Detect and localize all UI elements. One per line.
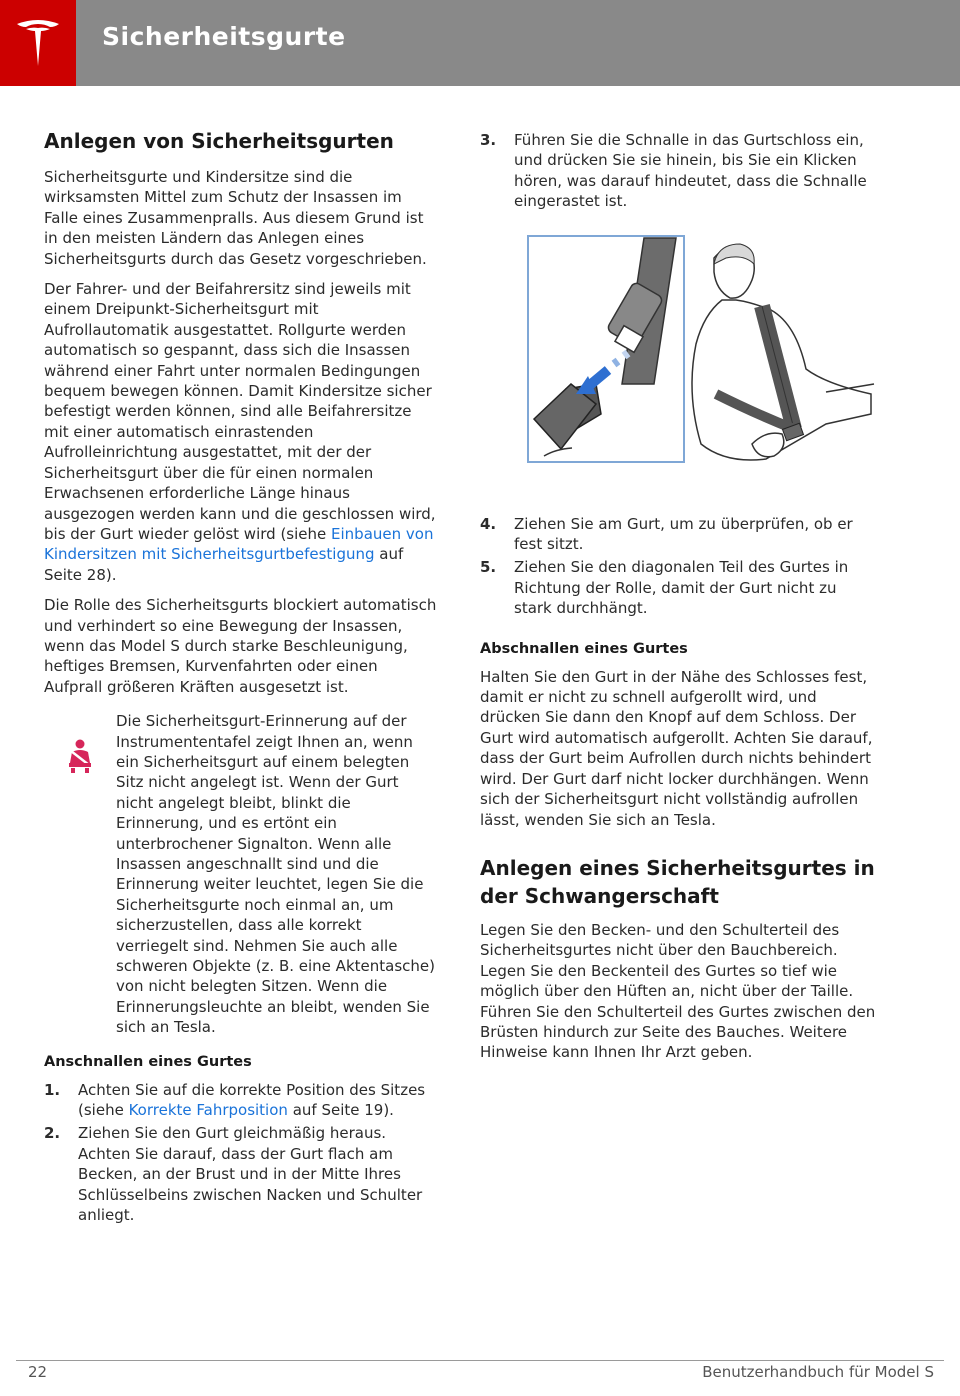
seats-paragraph (44, 279, 438, 585)
right-column (480, 130, 876, 1073)
heading-fastening: Anlegen von Sicherheitsgurten (44, 129, 394, 153)
list-item (480, 130, 876, 212)
seatbelt-warning-icon (65, 739, 95, 773)
footer-divider (16, 1360, 944, 1361)
heading-pregnancy: Anlegen eines Sicherheitsgurtes in der Schwangerschaft (480, 855, 875, 908)
subheading-unbuckling: Abschnallen eines Gurtes (480, 640, 688, 657)
retractor-paragraph: Die Rolle des Sicherheitsgurts blockiert automatisch und verhindert so eine Bewegung der Insassen, wenn das Model S durch starke Beschleunigung, heftiges Bremsen, Kurvenfahrten oder einen Aufprall größeren Kräften ausgesetzt ist. (44, 596, 437, 696)
child-seat-link[interactable]: Einbauen von Kindersitzen mit Sicherheitsgurtbefestigung (44, 524, 434, 564)
seats-paragraph-text: Der Fahrer- und der Beifahrersitz sind jeweils mit einem Dreipunkt-Sicherheitsgurt mit Aufrollautomatik ausgestattet. Rollgurte werden automatisch so gespannt, dass sich die Insassen während einer Fahrt unter normalen Bedingungen bequem bewegen können. Damit Kindersitze sicher befestigt werden können, sind alle Beifahrersitze mit einer automatisch einrastenden Aufrolleinrichtung ausgestattet, mit der der Sicherheitsgurt über die für einen normalen Erwachsenen erforderliche Länge hinaus ausgezogen werden kann und die geschlossen wird, bis der Gurt wieder gelöst wird (siehe (44, 280, 436, 543)
seats-paragraph-suffix: auf Seite 28). (44, 545, 404, 584)
left-column (44, 128, 438, 1229)
driving-position-link[interactable]: Korrekte Fahrposition (128, 1101, 288, 1120)
list-text: Ziehen Sie am Gurt, um zu überprüfen, ob er fest sitzt. (514, 514, 853, 554)
page-number: 22 (28, 1363, 48, 1381)
list-text: Führen Sie die Schnalle in das Gurtschloss ein, und drücken Sie sie hinein, bis Sie ein Klicken hören, was darauf hindeutet, dass die Schnalle eingerastet ist. (514, 131, 867, 211)
list-number: 2. (44, 1124, 61, 1143)
list-text-part: auf Seite 19). (287, 1101, 394, 1120)
pregnancy-paragraph: Legen Sie den Becken- und den Schulterteil des Sicherheitsgurtes nicht über den Bauchbereich. Legen Sie den Beckenteil des Gurtes so tief wie möglich über den Hüften an, nicht über der Taille. Führen Sie den Schulterteil des Gurtes zwischen den Brüsten hindurch zur Seite des Bauches. Weitere Hinweise kann Ihnen Ihr Arzt geben. (480, 920, 876, 1062)
page-header (0, 0, 960, 86)
intro-paragraph: Sicherheitsgurte und Kindersitze sind die wirksamsten Mittel zum Schutz der Insassen im Falle eines Zusammenpralls. Aus diesem Grund ist in den meisten Ländern das Anlegen eines Sicherheitsgurts durch das Gesetz vorgeschrieben. (44, 168, 427, 268)
brand-logo (0, 0, 76, 86)
list-text: Ziehen Sie den diagonalen Teil des Gurtes in Richtung der Rolle, damit der Gurt nicht zu stark durchhängt. (514, 558, 849, 618)
note-icon-wrap (44, 711, 116, 1038)
tesla-logo-icon (15, 18, 61, 68)
reminder-note-text: Die Sicherheitsgurt-Erinnerung auf der Instrumententafel zeigt Ihnen an, wenn ein Sicherheitsgurt auf einem belegten Sitz nicht angelegt ist. Wenn der Gurt nicht angelegt bleibt, blinkt die Erinnerung, und es ertönt ein unterbrochener Signalton. Wenn alle Insassen angeschnallt sind und die Erinnerung weiter leuchtet, legen Sie die Sicherheitsgurte noch einmal an, um sicherzustellen, dass alle korrekt verriegelt sind. Nehmen Sie auch alle schweren Objekte (z. B. eine Aktentasche) von nicht belegten Sitzen. Wenn die Erinnerungsleuchte an bleibt, wenden Sie sich an Tesla. (116, 712, 435, 1037)
release-paragraph: Halten Sie den Gurt in der Nähe des Schlosses fest, damit er nicht zu schnell aufgerollt wird, und drücken Sie dann den Knopf auf dem Schloss. Der Gurt wird automatisch aufgerollt. Achten Sie darauf, dass der Gurt beim Aufrollen durch nichts behindert wird. Der Gurt darf nicht locker durchhängen. Wenn sich der Sicherheitsgurt nicht vollständig aufrollen lässt, wenden Sie sich an Tesla. (480, 667, 873, 829)
list-number: 3. (480, 131, 497, 149)
list-text (78, 1080, 438, 1121)
list-item (480, 514, 876, 555)
footer-title: Benutzerhandbuch für Model S (702, 1363, 934, 1381)
list-text: Ziehen Sie den Gurt gleichmäßig heraus. Achten Sie darauf, dass der Gurt flach am Becken, an der Brust und in der Mitte Ihres Schlüsselbeins zwischen Nacken und Schulter anliegt. (78, 1124, 423, 1225)
buckle-illustration (526, 234, 876, 496)
list-number: 5. (480, 558, 497, 577)
section-title: Sicherheitsgurte (102, 22, 346, 51)
buckle-illustration-graphic (526, 234, 876, 496)
reminder-note (44, 711, 438, 1038)
subheading-buckling: Anschnallen eines Gurtes (44, 1053, 252, 1070)
list-item (44, 1080, 438, 1121)
list-text-part: Achten Sie auf die korrekte Position des Sitzes (siehe (78, 1080, 426, 1120)
list-item (44, 1123, 438, 1225)
list-number: 4. (480, 514, 497, 533)
list-item (480, 557, 876, 618)
list-number: 1. (44, 1080, 61, 1099)
